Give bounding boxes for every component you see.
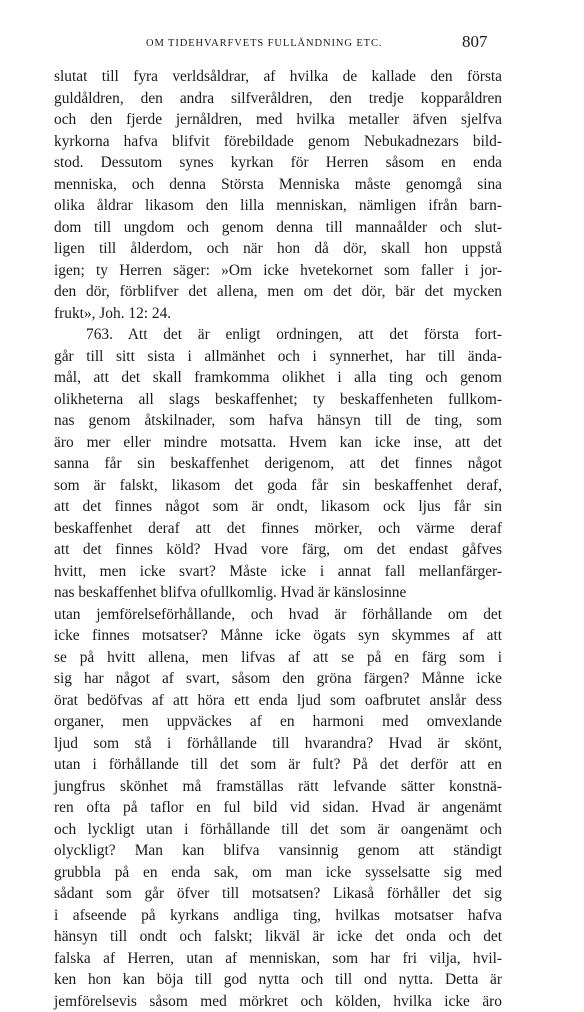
text-line: jemförelsevis såsom med mörkret och kölden, hvilka icke äro <box>54 991 502 1012</box>
text-line: hänsyn till ondt och falskt; likväl är icke det onda och det <box>54 926 502 948</box>
page-number: 807 <box>462 32 488 52</box>
text-line: som är falskt, likasom det goda får sin beskaffenhet deraf, <box>54 475 502 497</box>
text-line: i afseende på kyrkans andliga ting, hvilkas motsatser hafva <box>54 905 502 927</box>
text-line: grubbla på en enda sak, om man icke sysselsatte sig med <box>54 862 502 884</box>
text-line: frukt», Joh. 12: 24. <box>54 303 502 325</box>
text-line: hvitt, men icke svart? Måste icke i annat fall mellanfärger- <box>54 561 502 583</box>
body-text <box>54 66 502 1012</box>
text-line: utan jemförelseförhållande, och hvad är förhållande om det <box>54 604 502 626</box>
text-line: jungfrus skönhet må framställas rätt lefvande sätter konstnä- <box>54 776 502 798</box>
text-line: nas beskaffenhet blifva ofullkomlig. Hvad är känslosinne <box>54 582 502 604</box>
text-line: sanna får sin beskaffenhet derigenom, att det finnes något <box>54 453 502 475</box>
text-line: ligen till ålderdom, och när hon då dör, skall hon uppstå <box>54 238 502 260</box>
text-line: den dör, förblifver det allena, men om det dör, bär det mycken <box>54 281 502 303</box>
text-line: olika åldrar likasom den lilla menniskan, nämligen ifrån barn- <box>54 195 502 217</box>
text-line: slutat till fyra verldsåldrar, af hvilka de kallade den första <box>54 66 502 88</box>
text-line: guldåldren, den andra silfveråldren, den tredje kopparåldren <box>54 88 502 110</box>
text-line: går till sitt sista i allmänhet och i synnerhet, har till ända- <box>54 346 502 368</box>
text-line: örat bedöfvas af att höra ett enda ljud som oafbrutet anslår dess <box>54 690 502 712</box>
text-line: ljud som stå i förhållande till hvarandra? Hvad är skönt, <box>54 733 502 755</box>
text-line: igen; ty Herren säger: »Om icke hvetekornet som faller i jor- <box>54 260 502 282</box>
text-line: dom till ungdom och genom denna till mannaålder och slut- <box>54 217 502 239</box>
text-line: organer, men uppväckes af en harmoni med omvexlande <box>54 711 502 733</box>
text-line: menniska, och denna Största Menniska måste genomgå sina <box>54 174 502 196</box>
text-line: stod. Dessutom synes kyrkan för Herren såsom en enda <box>54 152 502 174</box>
text-line: ken hon kan böja till god nytta och till ond nytta. Detta är <box>54 969 502 991</box>
text-line: sådant som går öfver till motsatsen? Likaså förhåller det sig <box>54 883 502 905</box>
text-line: falska af Herren, utan af menniskan, som har fri vilja, hvil- <box>54 948 502 970</box>
text-line: olikheterna all slags beskaffenhet; ty beskaffenheten fullkom- <box>54 389 502 411</box>
text-line: äro mer eller mindre motsatta. Hvem kan icke inse, att det <box>54 432 502 454</box>
text-line: mål, att det skall framkomma olikhet i alla ting och genom <box>54 367 502 389</box>
text-line: och lyckligt utan i förhållande till det som är oangenämt och <box>54 819 502 841</box>
text-line: se på hvitt allena, men lifvas af att se på en färg som i <box>54 647 502 669</box>
text-line: att det finnes köld? Hvad vore färg, om det endast gåfves <box>54 539 502 561</box>
text-line: kyrkorna hafva blifvit förebildade genom Nebukadnezars bild- <box>54 131 502 153</box>
text-line: 763. Att det är enligt ordningen, att det första fort- <box>54 324 502 346</box>
text-line: och den fjerde jernåldren, med hvilka metaller äfven sjelfva <box>54 109 502 131</box>
text-line: nas genom åtskilnader, som hafva hänsyn till de ting, som <box>54 410 502 432</box>
running-title: OM TIDEHVARFVETS FULLÄNDNING ETC. <box>146 38 382 49</box>
text-line: beskaffenhet deraf att det finnes mörker, och värme deraf <box>54 518 502 540</box>
running-head <box>0 32 584 56</box>
text-line: icke finnes motsatser? Månne icke ögats syn skymmes af att <box>54 625 502 647</box>
text-line: att det finnes något som är ondt, likasom ock ljus får sin <box>54 496 502 518</box>
text-line: utan i förhållande till det som är fult? På det derför att en <box>54 754 502 776</box>
text-line: sig har något af svart, såsom den gröna färgen? Månne icke <box>54 668 502 690</box>
text-line: olyckligt? Man kan blifva vansinnig genom att ständigt <box>54 840 502 862</box>
text-line: ren ofta på taflor en ful bild vid sidan. Hvad är angenämt <box>54 797 502 819</box>
